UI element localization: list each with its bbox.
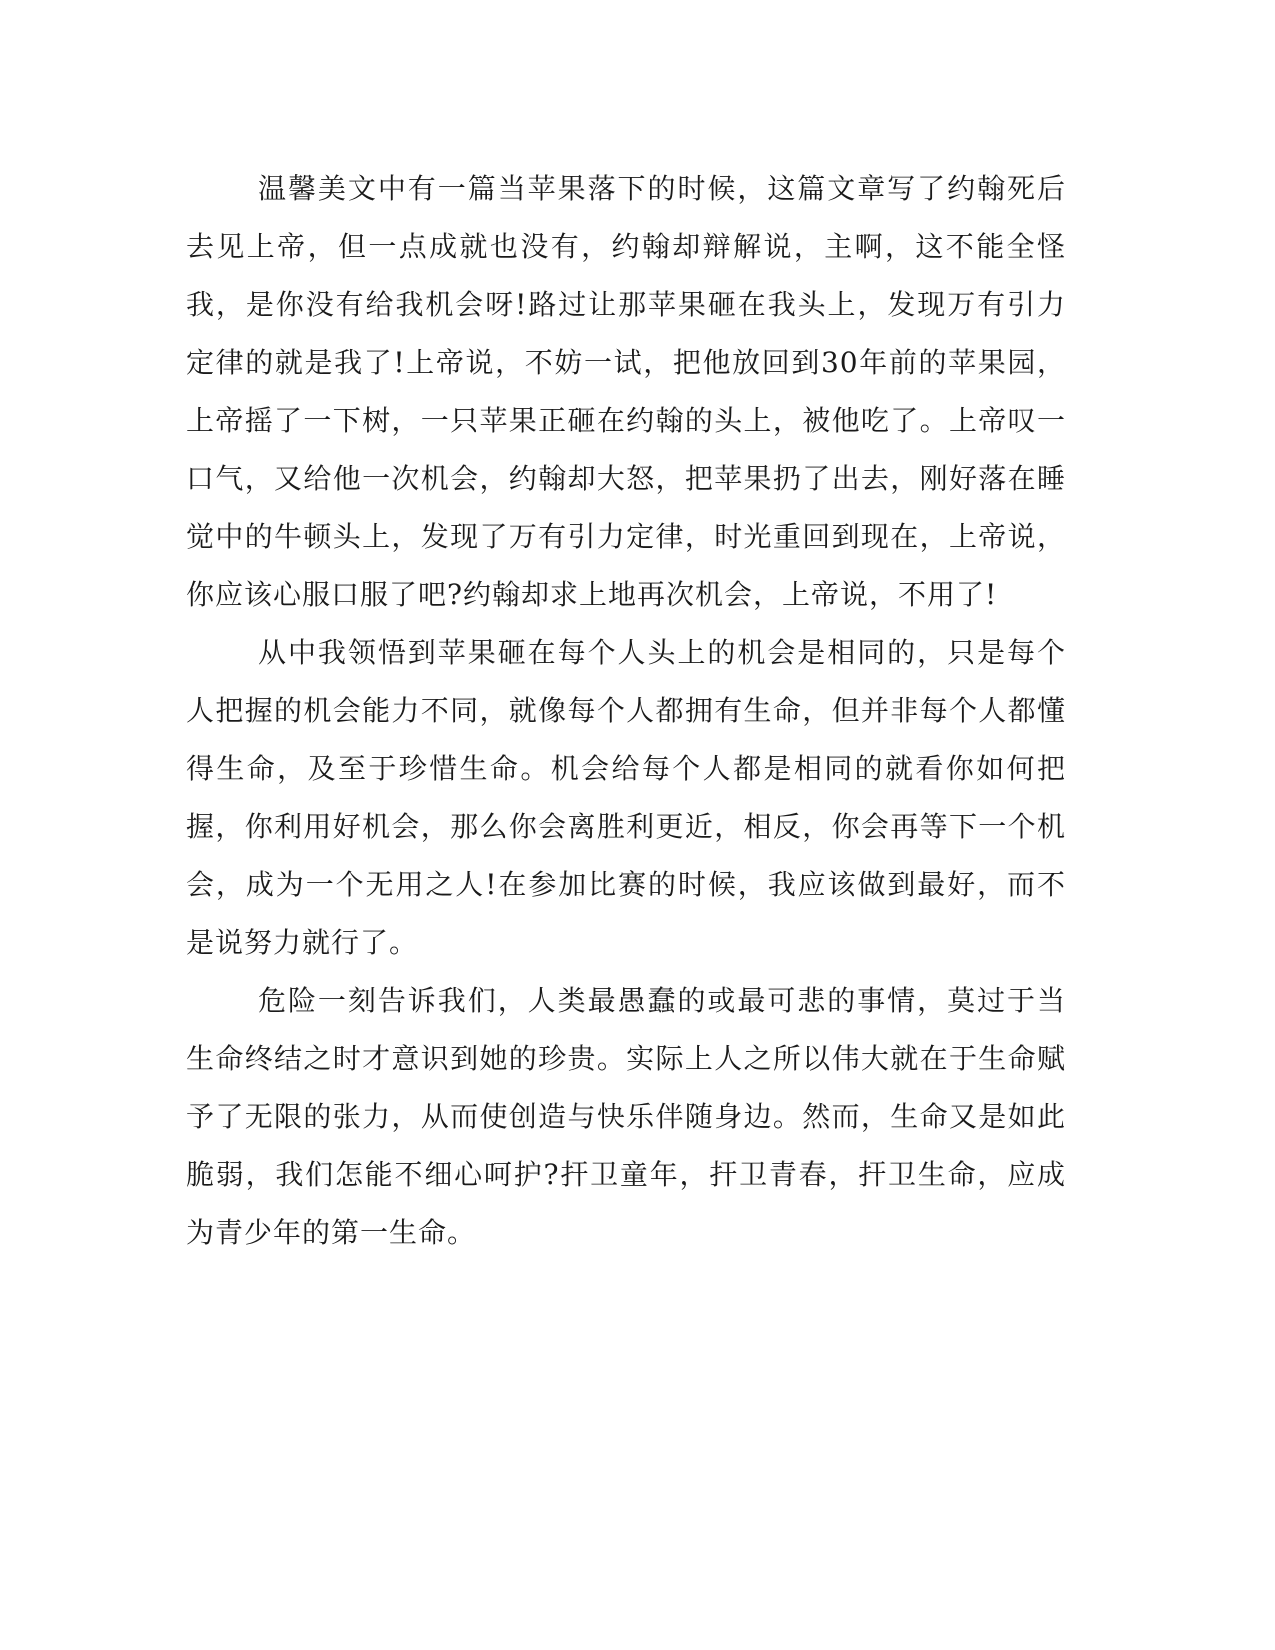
paragraph-3: 危险一刻告诉我们，人类最愚蠢的或最可悲的事情，莫过于当生命终结之时才意识到她的珍贵。实际上人之所以伟大就在于生命赋予了无限的张力，从而使创造与快乐伴随身边。然而，生命又是如此脆弱，我们怎能不细心呵护?扞卫童年，扞卫青春，扞卫生命，应成为青少年的第一生命。 [186, 984, 1066, 1249]
paragraph-1: 温馨美文中有一篇当苹果落下的时候，这篇文章写了约翰死后去见上帝，但一点成就也没有，约翰却辩解说，主啊，这不能全怪我，是你没有给我机会呀!路过让那苹果砸在我头上，发现万有引力定律的就是我了!上帝说，不妨一试，把他放回到30年前的苹果园，上帝摇了一下树，一只苹果正砸在约翰的头上，被他吃了。上帝叹一口气，又给他一次机会，约翰却大怒，把苹果扔了出去，刚好落在睡觉中的牛顿头上，发现了万有引力定律，时光重回到现在，上帝说，你应该心服口服了吧?约翰却求上地再次机会，上帝说，不用了! [186, 172, 1066, 611]
body-text [186, 160, 1066, 1262]
paragraph-2: 从中我领悟到苹果砸在每个人头上的机会是相同的，只是每个人把握的机会能力不同，就像每个人都拥有生命，但并非每个人都懂得生命，及至于珍惜生命。机会给每个人都是相同的就看你如何把握，你利用好机会，那么你会离胜利更近，相反，你会再等下一个机会，成为一个无用之人!在参加比赛的时候，我应该做到最好，而不是说努力就行了。 [186, 636, 1066, 959]
